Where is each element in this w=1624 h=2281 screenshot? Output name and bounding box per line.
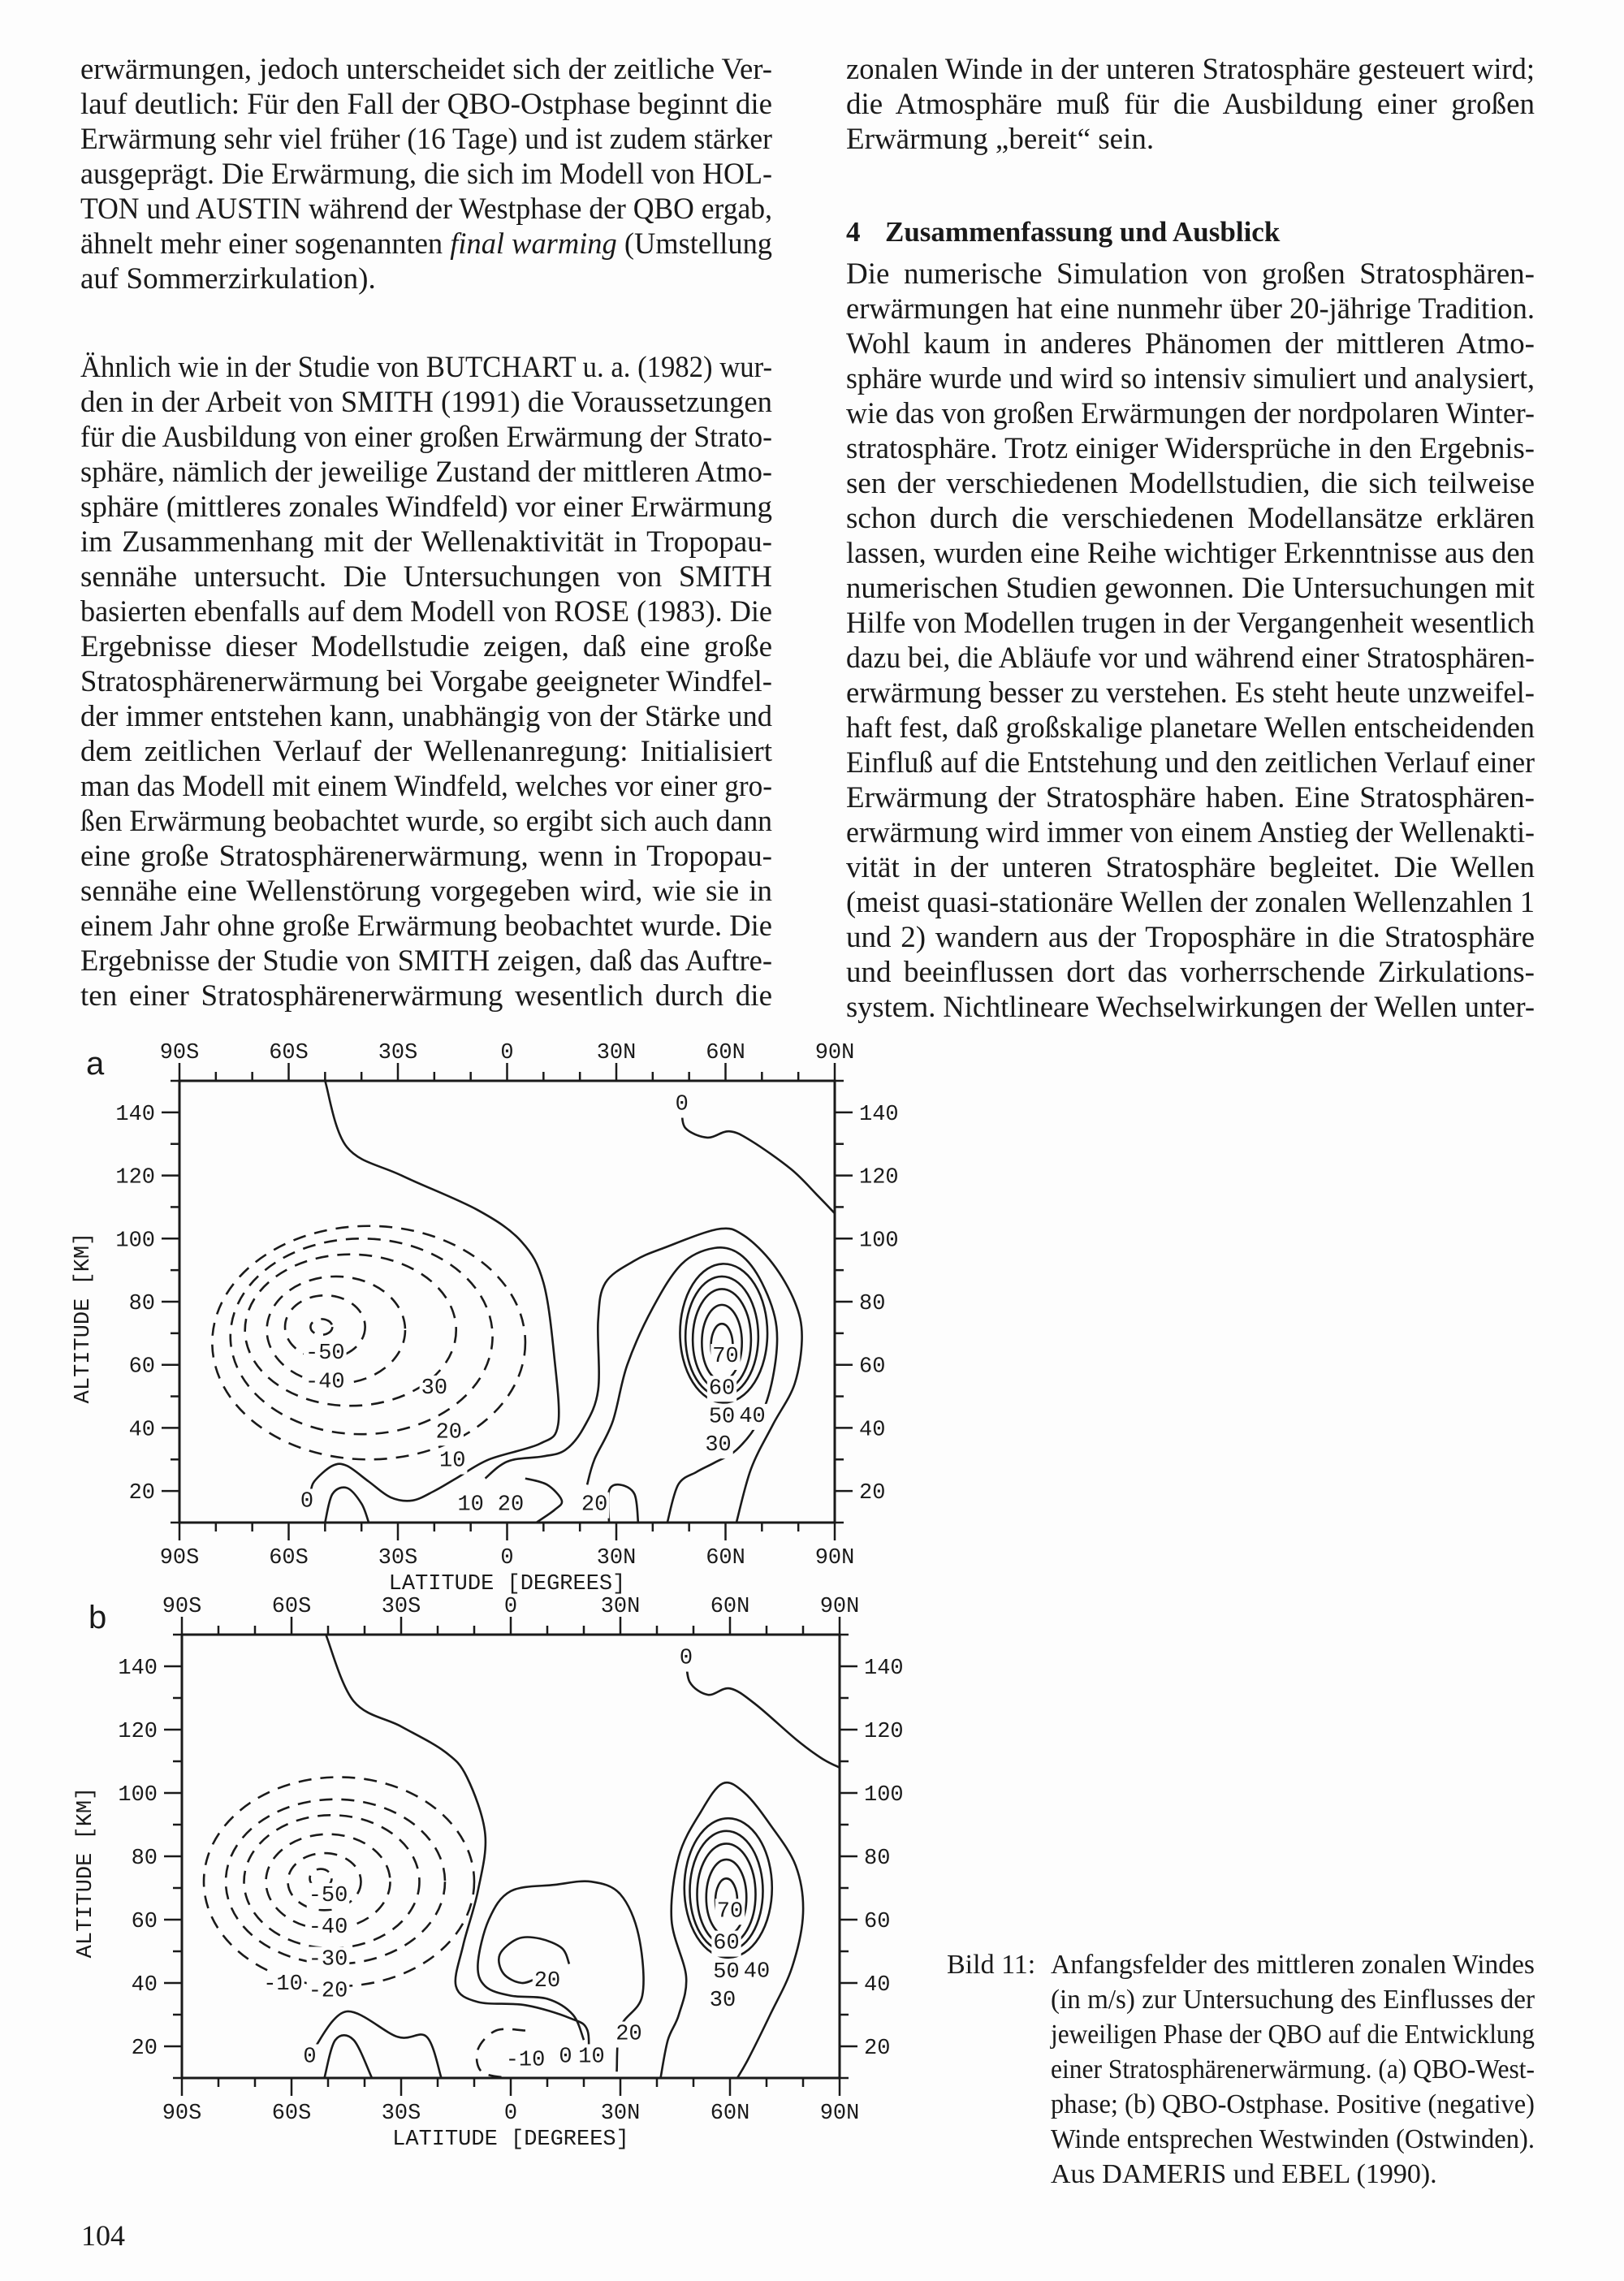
text-segment: ähnelt mehr einer sogenannten [80,227,451,261]
x-tick-label-bottom: 0 [500,1546,514,1570]
text-line-content: Stratosphärenerwärmung bei Vorgabe geeigneter Windfel- [80,665,772,698]
caption-label: Bild 11: [947,1950,1036,1980]
contour-line [325,2035,373,2078]
text-line-content: Erwärmung „bereit“ sein. [846,123,1155,156]
contour-label: 40 [743,1959,771,1985]
contour-label: 0 [303,2045,317,2070]
y-tick-label-right: 120 [864,1720,904,1744]
x-tick-label-top: 90N [819,1595,860,1619]
y-tick-label-left: 40 [128,1418,155,1443]
contour-lines [212,1081,835,1523]
text-line-content: lassen, wurden eine Reihe wichtiger Erkenntnisse aus den [846,537,1535,570]
x-tick-label-top: 90S [162,1595,202,1619]
text-line-content: erwärmungen, jedoch unterscheidet sich der zeitliche Ver- [80,53,772,86]
text-line-content: ten einer Stratosphärenerwärmung wesentlich durch die [80,979,772,1013]
x-tick-label-top: 60N [706,1041,745,1065]
contour-label: -30 [308,1947,348,1972]
panel-letter: a [86,1046,105,1082]
x-tick-label-top: 90N [814,1041,855,1065]
x-tick-label-bottom: 0 [503,2102,518,2126]
text-line-content: ausgeprägt. Die Erwärmung, die sich im Modell von HOL- [80,158,772,191]
contour-label: 20 [581,1493,608,1518]
x-tick-label-bottom: 90S [159,1546,200,1570]
section-title: Zusammenfassung und Ausblick [885,216,1281,248]
y-tick-label-right: 60 [864,1910,891,1934]
text-line-content: Anfangsfelder des mittleren zonalen Windes [1051,1950,1535,1980]
x-tick-label-bottom: 30N [596,1546,637,1570]
text-line-content: den in der Arbeit von SMITH (1991) die Voraussetzungen [80,386,772,419]
x-tick-label-top: 30S [378,1041,418,1065]
contour-label: 20 [435,1420,462,1445]
y-tick-label-right: 80 [864,1847,891,1871]
text-line-content: Erwärmung sehr viel früher (16 Tage) und ist zudem stärker [80,123,772,156]
contour-label: -40 [308,1916,348,1941]
text-line-content: für die Ausbildung von einer großen Erwärmung der Strato- [80,421,772,454]
text-line-content: Erwärmung der Stratosphäre haben. Eine Stratosphären- [846,781,1535,814]
contour-label: 0 [559,2045,572,2070]
contour-label: 20 [497,1493,525,1518]
contour-line [682,1109,835,1213]
text-line-content: dem zeitlichen Verlauf der Wellenanregung: Initialisiert [80,735,772,768]
x-tick-label-top: 0 [500,1041,514,1065]
y-tick-label-right: 60 [859,1354,886,1380]
contour-line [587,1247,777,1523]
text-line-content: wie das von großen Erwärmungen der nordpolaren Winter- [846,397,1535,430]
text-line-content: die Atmosphäre muß für die Ausbildung einer großen [846,88,1535,121]
contour-label: 30 [709,1988,736,2013]
contour-label: 10 [578,2045,605,2070]
text-line-content: Ergebnisse dieser Modellstudie zeigen, daß eine große [80,630,772,663]
y-tick-label-left: 140 [115,1102,155,1127]
y-tick-label-right: 100 [864,1783,904,1808]
x-tick-label-bottom: 90S [162,2102,202,2126]
contour-label: 70 [712,1345,739,1370]
x-tick-label-bottom: 30S [381,2102,421,2126]
y-axis-title: ALTITUDE [KM] [71,1232,96,1404]
contour-label: 50 [708,1405,736,1430]
y-tick-label-right: 40 [864,1973,891,1998]
text-line-content: sphäre wurde und wird so intensiv simuliert und analysiert, [846,362,1535,395]
contour-line [661,1782,804,2078]
text-line-content: phase; (b) QBO-Ostphase. Positive (negative) [1051,2089,1535,2119]
text-segment: (Umstellung [616,227,772,261]
text-line [1051,1982,1535,2017]
contour-line [325,1488,369,1523]
y-tick-label-left: 60 [131,1910,158,1934]
text-line [1051,2157,1535,2192]
caption-text [1051,1947,1535,2192]
text-line-content: haft fest, daß großskalige planetare Wellen entscheidenden [846,711,1535,745]
y-tick-label-right: 80 [859,1292,886,1316]
text-line-content: (meist quasi-stationäre Wellen der zonalen Wellenzahlen 1 [846,886,1535,919]
closed-contour [212,1226,525,1460]
x-tick-label-bottom: 60S [271,2102,312,2126]
contour-label: 50 [713,1960,740,1985]
page-number: 104 [81,2219,125,2252]
text-line-content: sen der verschiedenen Modellstudien, die sich teilweise [846,467,1535,500]
y-tick-label-right: 100 [859,1229,899,1254]
contour-label: 10 [457,1493,484,1518]
y-tick-label-left: 100 [115,1229,155,1254]
text-line-content: Aus DAMERIS und EBEL (1990). [1051,2159,1437,2189]
text-line [1051,2017,1535,2052]
y-tick-label-left: 100 [118,1783,158,1808]
contour-label: 30 [421,1376,448,1401]
text-line-content: und 2) wandern aus der Troposphäre in die Stratosphäre [846,921,1535,954]
text-line [1051,1947,1535,1982]
panel-letter: b [89,1600,107,1635]
contour-labels [299,1092,767,1519]
section-number: 4 [846,216,861,248]
x-tick-label-bottom: 60N [706,1546,745,1570]
contour-line [686,1657,840,1768]
text-line-content: sphäre, nämlich der jeweilige Zustand der mittleren Atmo- [80,456,772,489]
text-line-content: und beeinflussen dort das vorherrschende Zirkulations- [846,956,1535,989]
text-line-content: system. Nichtlineare Wechselwirkungen der Wellen unter- [846,991,1535,1024]
x-tick-label-bottom: 60S [269,1546,309,1570]
x-tick-label-top: 30N [596,1041,637,1065]
contour-lines [204,1635,840,2078]
y-tick-label-right: 20 [859,1481,886,1506]
contour-label: 0 [675,1092,689,1117]
text-line-content: ßen Erwärmung beobachtet wurde, so ergibt sich auch dann [80,805,772,838]
x-tick-label-bottom: 90N [819,2102,860,2126]
text-line-content: stratosphäre. Trotz einiger Widersprüche in den Ergebnis- [846,432,1535,465]
text-line-content: eine große Stratosphärenerwärmung, wenn in Tropopau- [80,840,772,873]
plot-frame [182,1635,840,2078]
y-tick-label-left: 80 [131,1847,158,1871]
x-tick-label-top: 90S [159,1041,200,1065]
text-line-content: sphäre (mittleres zonales Windfeld) vor einer Erwärmung [80,490,772,524]
text-line-content: lauf deutlich: Für den Fall der QBO-Ostphase beginnt die [80,88,772,121]
contour-label: 0 [300,1489,314,1514]
contour-label: 60 [708,1376,736,1402]
y-tick-label-left: 40 [131,1973,158,1998]
text-line-content: basierten ebenfalls auf dem Modell von ROSE (1983). Die [80,595,772,629]
text-line [1051,2052,1535,2087]
closed-contour [267,1277,405,1384]
contour-label: -10 [505,2048,546,2073]
y-tick-label-left: 140 [118,1657,158,1681]
contour-line [486,1229,802,1523]
contour-label: -50 [308,1883,348,1908]
contour-label: 0 [679,1646,693,1671]
contour-label: 30 [705,1433,732,1458]
contour-line [608,1484,638,1523]
text-line-content: erwärmung besser zu verstehen. Es steht heute unzweifel- [846,676,1535,710]
text-line-content: auf Sommerzirkulation). [80,262,376,296]
text-line-content: sennähe eine Wellenstörung vorgegeben wird, wie sie in [80,875,772,908]
text-line-content: zonalen Winde in der unteren Stratosphäre gesteuert wird; [846,53,1535,86]
text-line-content: jeweiligen Phase der QBO auf die Entwicklung [1051,2020,1535,2050]
contour-line [525,1479,562,1523]
y-tick-label-right: 40 [859,1418,886,1443]
x-tick-label-top: 60N [710,1595,750,1619]
text-line-content: einer Stratosphärenerwärmung. (a) QBO-West- [1051,2054,1535,2084]
text-line-content: im Zusammenhang mit der Wellenaktivität in Tropopau- [80,525,772,559]
text-line-content: Wohl kaum in anderes Phänomen der mittleren Atmo- [846,327,1535,361]
text-line [1051,2122,1535,2157]
contour-label: 60 [713,1931,740,1956]
x-tick-label-bottom: 30S [378,1546,418,1570]
text-line-content: Einfluß auf die Entstehung und den zeitlichen Verlauf einer [846,746,1535,780]
text-line-content: der immer entstehen kann, unabhängig von der Stärke und [80,700,772,733]
x-tick-label-top: 30S [381,1595,421,1619]
x-axis-title: LATITUDE [DEGREES] [388,1572,626,1596]
contour-label: 20 [533,1969,561,1994]
text-line-content: einem Jahr ohne große Erwärmung beobachtet wurde. Die [80,909,772,943]
text-line-content: man das Modell mit einem Windfeld, welches vor einer gro- [80,770,772,803]
contour-label: -20 [308,1979,348,2004]
contour-line [326,1635,589,2068]
text-line-content: erwärmungen hat eine nunmehr über 20-jährige Tradition. [846,292,1535,326]
text-line-content: Die numerische Simulation von großen Stratosphären- [846,257,1535,291]
text-line-content: Ähnlich wie in der Studie von BUTCHART u. a. (1982) wur- [80,351,772,384]
text-line [1051,2087,1535,2122]
contour-panel-b [74,1595,904,2152]
text-line-content: erwärmung wird immer von einem Anstieg der Wellenakti- [846,816,1535,849]
x-tick-label-bottom: 90N [814,1546,855,1570]
contour-label: 70 [716,1899,744,1925]
x-tick-label-bottom: 60N [710,2102,750,2126]
text-line-content: (in m/s) zur Untersuchung des Einflusses der [1051,1985,1535,2015]
contour-label: -10 [263,1972,303,1997]
contour-panel-a [71,1041,899,1596]
x-tick-label-bottom: 30N [600,2102,641,2126]
text-line-content: vität in der unteren Stratosphäre begleitet. Die Wellen [846,851,1535,884]
x-tick-label-top: 0 [503,1595,518,1619]
y-tick-label-left: 20 [128,1481,155,1506]
contour-label: -40 [305,1370,345,1395]
y-tick-label-left: 80 [128,1292,155,1316]
contour-label: 10 [439,1449,466,1474]
y-axis-title: ALTITUDE [KM] [74,1786,98,1959]
contour-label: -50 [305,1341,345,1367]
x-tick-label-top: 60S [271,1595,312,1619]
text-line-content: dazu bei, die Abläufe vor und während einer Stratosphären- [846,642,1535,675]
y-tick-label-left: 60 [128,1354,155,1380]
text-line-content: sennähe untersucht. Die Untersuchungen von SMITH [80,560,772,594]
italic-term: final warming [450,227,617,261]
text-line-content: numerischen Studien gewonnen. Die Untersuchungen mit [846,572,1535,605]
text-line-content: Hilfe von Modellen trugen in der Vergangenheit wesentlich [846,607,1535,640]
text-line-content: TON und AUSTIN während der Westphase der QBO ergab, [80,192,772,226]
contour-label: 20 [615,2022,642,2047]
x-tick-label-top: 60S [269,1041,309,1065]
text-line-content: Ergebnisse der Studie von SMITH zeigen, daß das Auftre- [80,944,772,978]
y-tick-label-right: 140 [864,1657,904,1681]
x-tick-label-top: 30N [600,1595,641,1619]
closed-contour [310,1319,332,1334]
y-tick-label-right: 120 [859,1165,899,1190]
text-line-content: schon durch die verschiedenen Modellansätze erklären [846,502,1535,535]
y-tick-label-right: 140 [859,1102,899,1127]
y-tick-label-right: 20 [864,2037,891,2061]
x-axis-title: LATITUDE [DEGREES] [392,2128,629,2152]
text-line-content: Winde entsprechen Westwinden (Ostwinden). [1051,2124,1535,2154]
y-tick-label-left: 20 [131,2037,158,2061]
contour-label: 40 [739,1404,766,1429]
y-tick-label-left: 120 [115,1165,155,1190]
y-tick-label-left: 120 [118,1720,158,1744]
